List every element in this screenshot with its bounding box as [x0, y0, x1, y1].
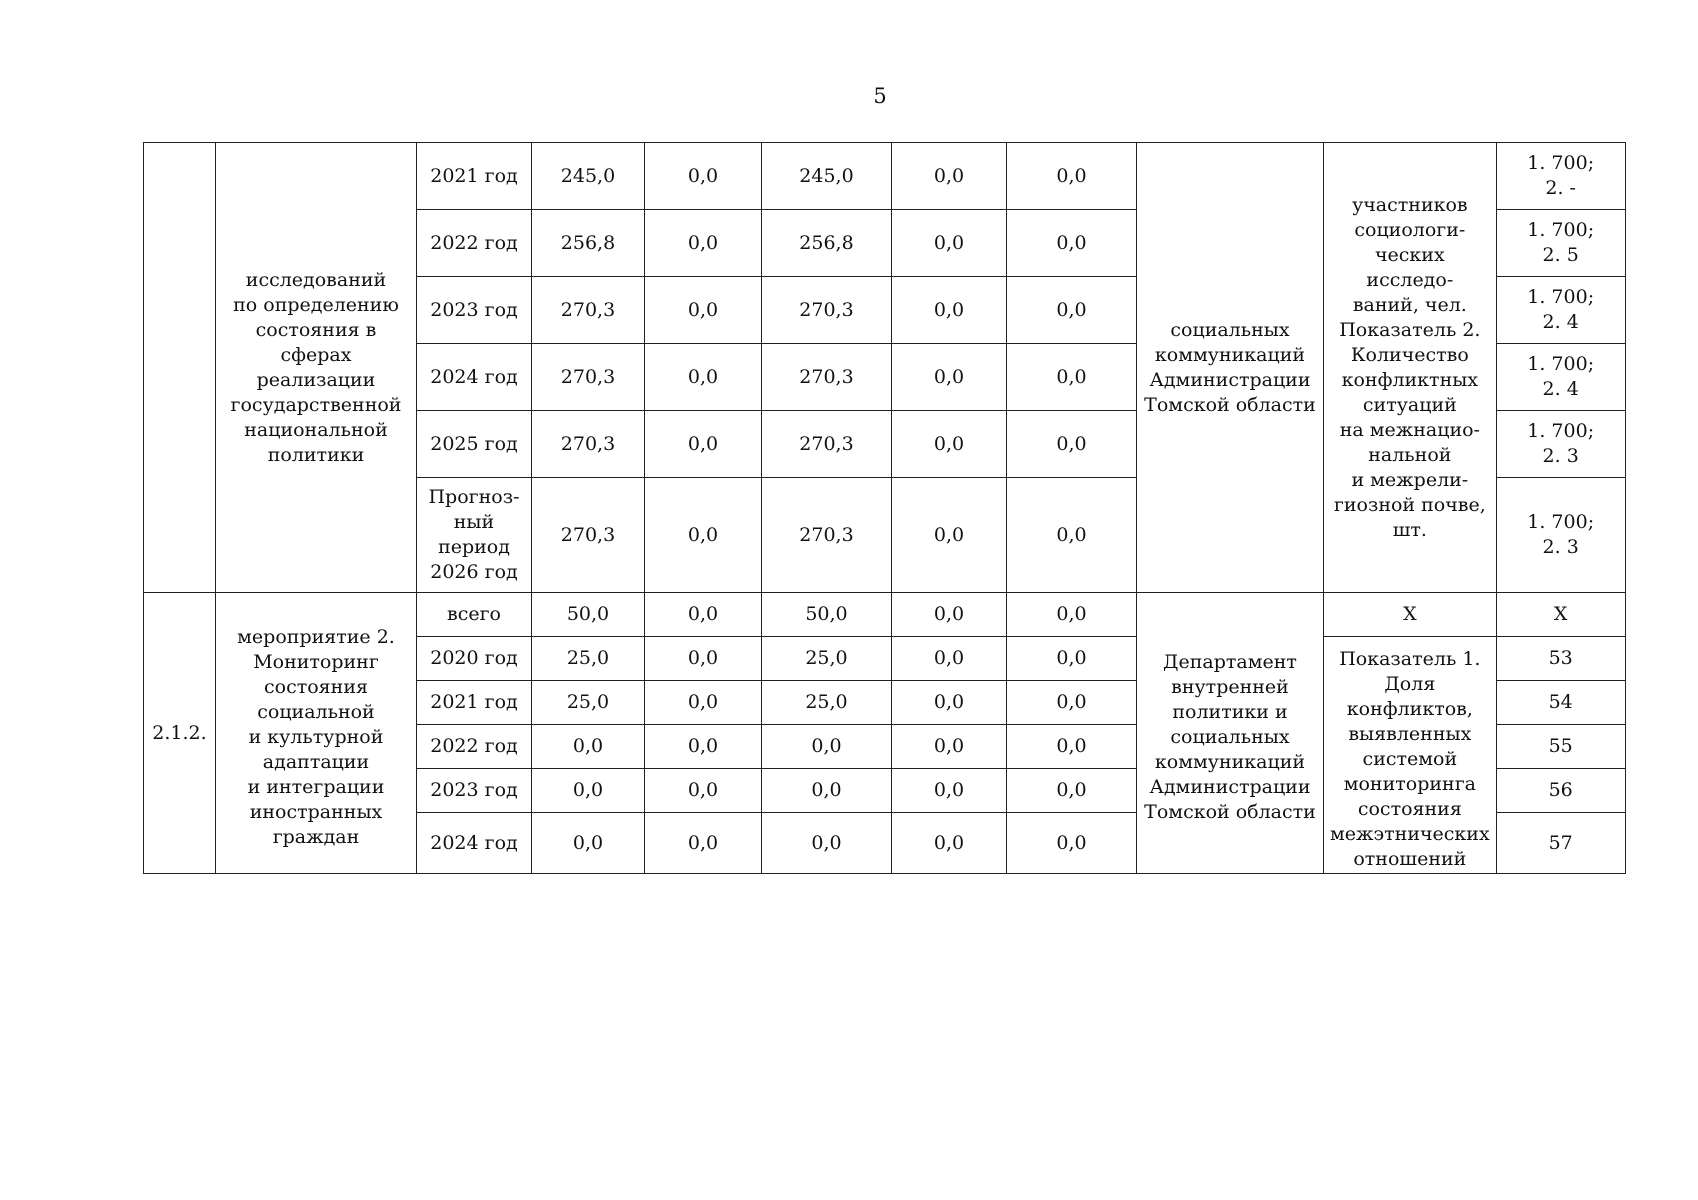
cell-fed: 0,0	[645, 411, 762, 478]
indicator-description-line: системой	[1362, 747, 1458, 770]
cell-ext: 0,0	[1007, 769, 1137, 813]
cell-fed: 0,0	[645, 143, 762, 210]
cell-loc: 0,0	[892, 143, 1007, 210]
indicator-total: X	[1324, 593, 1497, 637]
indicator-description-line: межэтнических	[1330, 822, 1490, 845]
cell-reg: 0,0	[762, 813, 892, 874]
responsible-organization-line: социальных	[1170, 318, 1290, 341]
indicator-description-line: Доля	[1384, 672, 1436, 695]
table-row	[144, 143, 1626, 210]
activity-name-line: Мониторинг	[253, 650, 379, 673]
cell-reg: 0,0	[762, 725, 892, 769]
cell-total: 25,0	[532, 681, 645, 725]
activity-name-line: политики	[267, 443, 365, 466]
indicator-description-line: шт.	[1392, 518, 1427, 541]
indicator-description-line: ческих исследо-	[1366, 243, 1454, 291]
cell-ext: 0,0	[1007, 813, 1137, 874]
cell-loc: 0,0	[892, 210, 1007, 277]
indicator-description-line: на межнацио-	[1339, 418, 1480, 441]
cell-period: 2024 год	[417, 813, 532, 874]
cell-ext: 0,0	[1007, 478, 1137, 593]
activity-code: 2.1.2.	[144, 593, 216, 874]
responsible-organization	[1137, 143, 1324, 593]
responsible-organization-line: социальных	[1170, 725, 1290, 748]
cell-ext: 0,0	[1007, 277, 1137, 344]
activity-code	[144, 143, 216, 593]
cell-fed: 0,0	[645, 681, 762, 725]
cell-loc: 0,0	[892, 681, 1007, 725]
cell-fed: 0,0	[645, 637, 762, 681]
cell-ext: 0,0	[1007, 210, 1137, 277]
cell-ext: 0,0	[1007, 143, 1137, 210]
responsible-organization-line: Администрации	[1149, 775, 1311, 798]
cell-loc: 0,0	[892, 637, 1007, 681]
cell-fed: 0,0	[645, 725, 762, 769]
cell-ext: 0,0	[1007, 637, 1137, 681]
cell-fed: 0,0	[645, 277, 762, 344]
activity-name-line: состояния	[264, 675, 368, 698]
indicator-description-line: социологи-	[1354, 218, 1466, 241]
cell-period: 2021 год	[417, 681, 532, 725]
activity-name-line: исследований	[245, 268, 387, 291]
cell-ext: 0,0	[1007, 411, 1137, 478]
activity-name-line: и интеграции	[247, 775, 385, 798]
activity-name-line: мероприятие 2.	[237, 625, 395, 648]
indicator-description-line: и межрели-	[1351, 468, 1469, 491]
cell-total: 270,3	[532, 478, 645, 593]
cell-period: 2024 год	[417, 344, 532, 411]
cell-fed: 0,0	[645, 769, 762, 813]
indicator-description	[1324, 143, 1497, 593]
activity-name-line: и культурной	[248, 725, 384, 748]
table-body	[144, 143, 1626, 874]
indicator-description-line: отношений	[1353, 847, 1467, 870]
cell-loc: 0,0	[892, 411, 1007, 478]
indicator-description-line: нальной	[1368, 443, 1452, 466]
cell-loc: 0,0	[892, 725, 1007, 769]
indicator-description-line: ситуаций	[1362, 393, 1457, 416]
responsible-organization-line: Томской области	[1144, 393, 1316, 416]
activity-name-line: адаптации	[262, 750, 370, 773]
responsible-organization-line: внутренней	[1171, 675, 1289, 698]
activity-name-line: национальной	[244, 418, 388, 441]
page-number: 5	[873, 84, 887, 108]
responsible-organization-line: Администрации	[1149, 368, 1311, 391]
cell-period: 2025 год	[417, 411, 532, 478]
responsible-organization-line: коммуникаций	[1154, 750, 1306, 773]
cell-total: 270,3	[532, 344, 645, 411]
cell-reg: 245,0	[762, 143, 892, 210]
indicator-value: 54	[1496, 681, 1625, 725]
indicator-description-line: конфликтов,	[1346, 697, 1473, 720]
cell-period: 2022 год	[417, 725, 532, 769]
indicator-value: 56	[1496, 769, 1625, 813]
program-activities-table	[143, 142, 1626, 874]
cell-ext: 0,0	[1007, 344, 1137, 411]
activity-name-line: граждан	[272, 825, 360, 848]
cell-fed: 0,0	[645, 813, 762, 874]
cell-total: 270,3	[532, 277, 645, 344]
cell-reg: 270,3	[762, 344, 892, 411]
cell-ext: 0,0	[1007, 593, 1137, 637]
responsible-organization-line: политики и	[1172, 700, 1288, 723]
indicator-value: 53	[1496, 637, 1625, 681]
indicator-description-line: выявленных	[1348, 722, 1472, 745]
indicator-value: 1. 700; 2. 5	[1496, 210, 1625, 277]
cell-total: 256,8	[532, 210, 645, 277]
cell-fed: 0,0	[645, 344, 762, 411]
activity-name-line: иностранных	[249, 800, 383, 823]
indicator-description-line: состояния	[1357, 797, 1462, 820]
cell-reg: 270,3	[762, 478, 892, 593]
cell-period: всего	[417, 593, 532, 637]
cell-fed: 0,0	[645, 593, 762, 637]
activity-name-line: реализации	[256, 368, 376, 391]
indicator-value: 1. 700; 2. 3	[1496, 411, 1625, 478]
indicator-description-line: Количество	[1350, 343, 1469, 366]
cell-reg: 50,0	[762, 593, 892, 637]
cell-loc: 0,0	[892, 769, 1007, 813]
cell-period: 2023 год	[417, 277, 532, 344]
table-row	[144, 593, 1626, 637]
cell-total: 25,0	[532, 637, 645, 681]
cell-reg: 25,0	[762, 637, 892, 681]
responsible-organization-line: Департамент	[1163, 650, 1297, 673]
cell-period: 2023 год	[417, 769, 532, 813]
cell-ext: 0,0	[1007, 681, 1137, 725]
activity-name	[216, 143, 417, 593]
activity-name-line: государственной	[230, 393, 402, 416]
cell-total: 0,0	[532, 725, 645, 769]
cell-total: 270,3	[532, 411, 645, 478]
cell-period: 2021 год	[417, 143, 532, 210]
cell-loc: 0,0	[892, 344, 1007, 411]
cell-loc: 0,0	[892, 478, 1007, 593]
indicator-description	[1324, 637, 1497, 874]
indicator-description-line: ваний, чел.	[1352, 293, 1467, 316]
indicator-value: 1. 700; 2. 3	[1496, 478, 1625, 593]
cell-loc: 0,0	[892, 277, 1007, 344]
indicator-description-line: Показатель 2.	[1339, 318, 1481, 341]
cell-total: 50,0	[532, 593, 645, 637]
indicator-value: 1. 700; 2. -	[1496, 143, 1625, 210]
cell-ext: 0,0	[1007, 725, 1137, 769]
cell-loc: 0,0	[892, 813, 1007, 874]
cell-reg: 270,3	[762, 277, 892, 344]
indicator-value: X	[1496, 593, 1625, 637]
indicator-description-line: мониторинга	[1343, 772, 1476, 795]
cell-period: 2020 год	[417, 637, 532, 681]
indicator-value: 1. 700; 2. 4	[1496, 277, 1625, 344]
responsible-organization	[1137, 593, 1324, 874]
cell-reg: 25,0	[762, 681, 892, 725]
cell-reg: 256,8	[762, 210, 892, 277]
responsible-organization-line: Томской области	[1144, 800, 1316, 823]
cell-period: 2022 год	[417, 210, 532, 277]
cell-total: 0,0	[532, 769, 645, 813]
activity-name-line: состояния в сферах	[255, 318, 377, 366]
indicator-description-line: Показатель 1.	[1339, 647, 1481, 670]
cell-total: 0,0	[532, 813, 645, 874]
cell-total: 245,0	[532, 143, 645, 210]
cell-period: Прогноз- ный период 2026 год	[417, 478, 532, 593]
indicator-description-line: гиозной почве,	[1333, 493, 1486, 516]
indicator-value: 1. 700; 2. 4	[1496, 344, 1625, 411]
activity-name-line: социальной	[257, 700, 375, 723]
indicator-description-line: участников	[1352, 193, 1468, 216]
indicator-value: 55	[1496, 725, 1625, 769]
cell-reg: 0,0	[762, 769, 892, 813]
indicator-description-line: конфликтных	[1341, 368, 1479, 391]
cell-fed: 0,0	[645, 210, 762, 277]
indicator-value: 57	[1496, 813, 1625, 874]
activity-name-line: по определению	[233, 293, 399, 316]
cell-reg: 270,3	[762, 411, 892, 478]
activity-name	[216, 593, 417, 874]
responsible-organization-line: коммуникаций	[1154, 343, 1306, 366]
cell-fed: 0,0	[645, 478, 762, 593]
cell-loc: 0,0	[892, 593, 1007, 637]
